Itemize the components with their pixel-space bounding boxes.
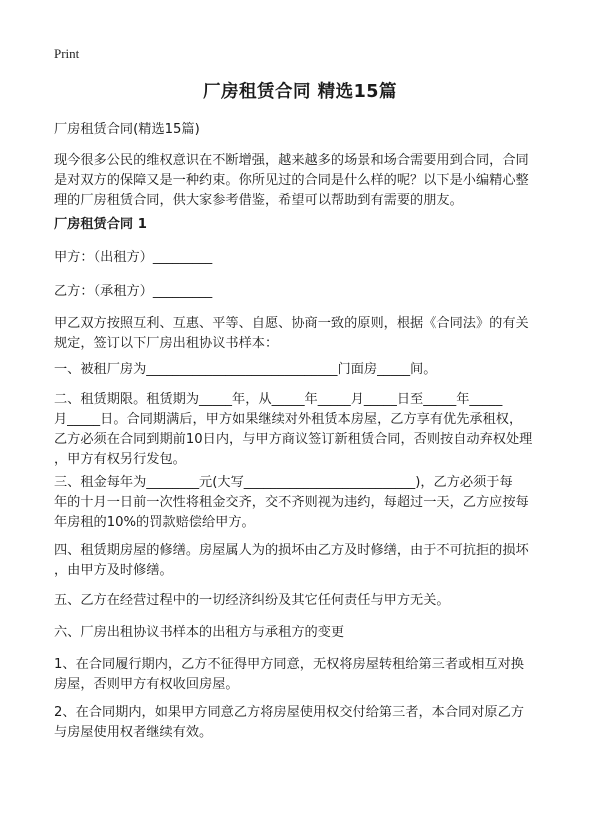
subtitle: 厂房租赁合同(精选15篇): [54, 122, 200, 137]
clause-line: 三、租金每年为________元(大写__________________________)，乙方必须于每: [54, 475, 513, 490]
party-b-line: 乙方：（承租方）_________: [54, 284, 213, 299]
item-line: 与房屋使用权者继续有效。: [54, 725, 213, 740]
print-link[interactable]: Print: [54, 46, 80, 61]
clause-line: 四、租赁期房屋的修缮。房屋属人为的损坏由乙方及时修缮，由于不可抗拒的损坏: [54, 543, 529, 558]
clause-6: 六、厂房出租协议书样本的出租方与承租方的变更: [54, 625, 345, 640]
clause-2: [54, 390, 554, 470]
item-line: 1、在合同履行期内，乙方不征得甲方同意，无权将房屋转租给第三者或相互对换: [54, 657, 524, 672]
clause-3: [54, 473, 554, 533]
page-title: 厂房租赁合同 精选15篇: [203, 82, 397, 102]
item-line: 房屋，否则甲方有权收回房屋。: [54, 677, 239, 692]
intro-line: 现今很多公民的维权意识在不断增强，越来越多的场景和场合需要用到合同，合同: [54, 153, 529, 168]
clause-line: 年的十月一日前一次性将租金交齐，交不齐则视为违约，每超过一天，乙方应按每: [54, 495, 529, 510]
agreement-line: 甲乙双方按照互利、互惠、平等、自愿、协商一致的原则，根据《合同法》的有关: [54, 316, 529, 331]
clause-line: 乙方必须在合同到期前10日内，与甲方商议签订新租赁合同，否则按自动弃权处理: [54, 432, 533, 447]
intro-line: 理的厂房租赁合同，供大家参考借鉴，希望可以帮助到有需要的朋友。: [54, 193, 463, 208]
agreement-line: 规定，签订以下厂房出租协议书样本：: [54, 336, 279, 351]
clause-line: 年房租的10%的罚款赔偿给甲方。: [54, 515, 255, 530]
item-1: [54, 655, 554, 695]
clause-5: 五、乙方在经营过程中的一切经济纠纷及其它任何责任与甲方无关。: [54, 593, 450, 608]
clause-line: 二、租赁期限。租赁期为_____年，从_____年_____月_____日至_____年_____: [54, 392, 503, 407]
clause-line: 月_____日。合同期满后，甲方如果继续对外租赁本房屋，乙方享有优先承租权，: [54, 412, 523, 427]
party-a-line: 甲方：（出租方）_________: [54, 250, 213, 265]
clause-line: ，由甲方及时修缮。: [54, 563, 173, 578]
item-line: 2、在合同期内，如果甲方同意乙方将房屋使用权交付给第三者，本合同对原乙方: [54, 705, 524, 720]
item-2: [54, 703, 554, 743]
clause-1: 一、被租厂房为_____________________________门面房_____间。: [54, 362, 437, 377]
intro-paragraph: [54, 151, 554, 211]
intro-line: 是对双方的保障又是一种约束。你所见过的合同是什么样的呢？以下是小编精心整: [54, 173, 529, 188]
clause-4: [54, 541, 554, 581]
section-heading: 厂房租赁合同 1: [54, 217, 147, 232]
agreement-paragraph: [54, 314, 554, 354]
clause-line: ，甲方有权另行发包。: [54, 452, 186, 467]
